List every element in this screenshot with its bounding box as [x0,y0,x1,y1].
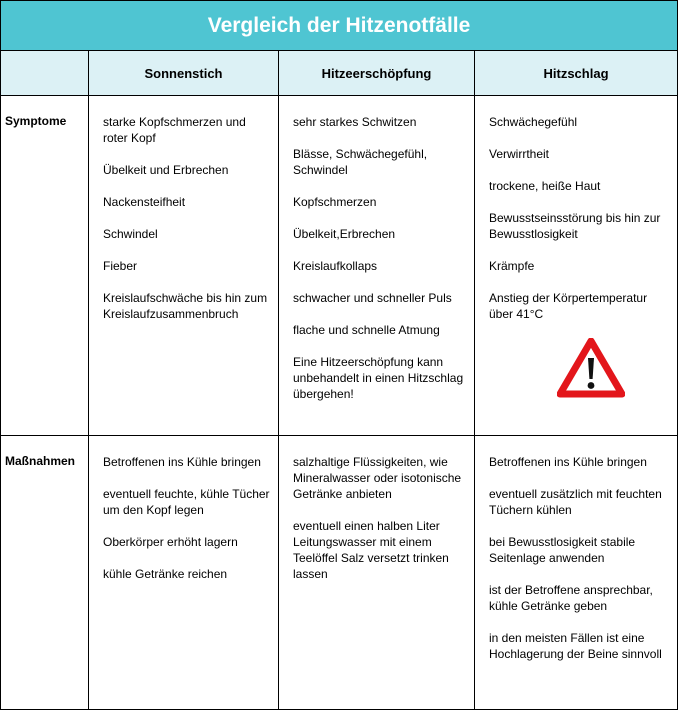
list-item: bei Bewusstlosigkeit stabile Seitenlage anwenden [489,535,636,565]
list-item: Oberkörper erhöht lagern [103,535,238,549]
row-label-massnahmen: Maßnahmen [1,436,89,710]
list-item: salzhaltige Flüssigkeiten, wie Mineralwasser oder isotonische Getränke anbieten [293,455,462,501]
list-item: Eine Hitzeerschöpfung kann unbehandelt in einen Hitzschlag übergehen! [293,355,464,401]
list-item: Übelkeit und Erbrechen [103,163,229,177]
list-item: Kopfschmerzen [293,195,377,209]
list-item: eventuell einen halben Liter Leitungswasser mit einem Teelöffel Salz versetzt trinken lassen [293,519,449,581]
symptome-sonnenstich-cell [89,96,279,436]
list-item: Betroffenen ins Kühle bringen [103,455,261,469]
list-item: ist der Betroffene ansprechbar, kühle Getränke geben [489,583,653,613]
list-item: flache und schnelle Atmung [293,323,440,337]
list-item: sehr starkes Schwitzen [293,115,417,129]
massnahmen-sonnenstich-cell [89,436,279,710]
row-label-symptome: Symptome [1,96,89,436]
column-header-hitzschlag: Hitzschlag [475,51,678,96]
symptome-hitzeerschoepfung-cell [279,96,475,436]
list-item: in den meisten Fällen ist eine Hochlagerung der Beine sinnvoll [489,631,662,661]
list-item: Schwindel [103,227,158,241]
column-header-sonnenstich: Sonnenstich [89,51,279,96]
list-item: Blässe, Schwächegefühl, Schwindel [293,147,428,177]
column-header-hitzeerschoepfung: Hitzeerschöpfung [279,51,475,96]
massnahmen-row [1,436,678,710]
list-item: Anstieg der Körpertemperatur über 41°C [489,291,648,321]
list-item: Kreislaufkollaps [293,259,378,273]
list-item: Schwächegefühl [489,115,578,129]
list-item: eventuell zusätzlich mit feuchten Tüchern kühlen [489,487,662,517]
massnahmen-hitzschlag-cell [475,436,678,710]
list-item: Nackensteifheit [103,195,186,209]
massnahmen-hitzeerschoepfung-cell [279,436,475,710]
list-item: starke Kopfschmerzen und roter Kopf [103,115,246,145]
table-title: Vergleich der Hitzenotfälle [1,1,678,51]
list-item: eventuell feuchte, kühle Tücher um den Kopf legen [103,487,270,517]
list-item: Übelkeit,Erbrechen [293,227,396,241]
list-item: Kreislaufschwäche bis hin zum Kreislaufzusammenbruch [103,291,268,321]
symptome-row [1,96,678,436]
list-item: schwacher und schneller Puls [293,291,452,305]
header-empty-cell [1,51,89,96]
list-item: trockene, heiße Haut [489,179,601,193]
list-item: Verwirrtheit [489,147,550,161]
warning-triangle-icon [557,338,625,398]
warning-sign [489,338,671,398]
list-item: Krämpfe [489,259,535,273]
list-item: Fieber [103,259,138,273]
column-header-row [1,51,678,96]
list-item: Betroffenen ins Kühle bringen [489,455,647,469]
list-item: kühle Getränke reichen [103,567,228,581]
list-item: Bewusstseinsstörung bis hin zur Bewusstlosigkeit [489,211,661,241]
symptome-hitzschlag-cell [475,96,678,436]
